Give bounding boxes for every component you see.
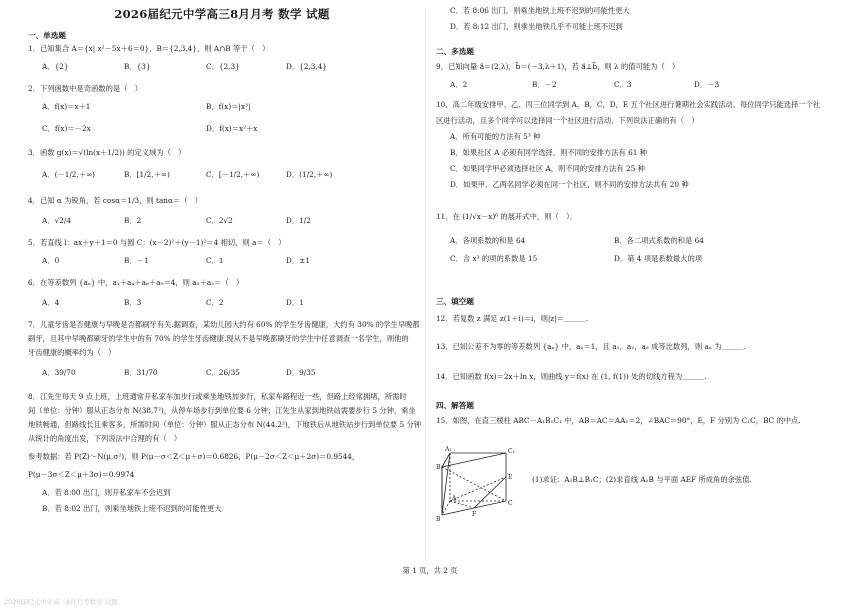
question-7-line-1: 7．儿童牙齿是否健康与早晚是否都刷牙有关.据调查，某幼儿园大约有 60% 的学生牙齿健康，大约有 30% 的学生早晚都 [28,320,420,329]
question-12: 12．若复数 z 满足 z(1＋i)＝i，则|z|＝＿＿＿. [436,314,589,323]
q6-option-a: A．4 [42,298,60,307]
fig-label-b1: B₁ [436,464,443,471]
q3-option-d: D．(1/2,＋∞) [286,170,333,179]
question-7-line-2: 刷牙，且其中早晚都刷牙的学生中的有 70% 的学生牙齿健康.现从不是早晚都刷牙的学生中任意调查一名学生，则他的 [28,334,409,343]
q4-option-b: B．2 [124,216,142,225]
q9-option-b: B．－2 [532,80,557,89]
q1-option-c: C．{2,3} [206,62,240,71]
question-15: 15．如图，在直三棱柱 ABC－A₁B₁C₁ 中，AB＝AC＝AA₁＝2，∠BAC＝90°，E，F 分别为 C₁C，BC 的中点. [436,416,801,425]
question-8-line-1: 8．江先生每天 9 点上班，上班通常开私家车加步行或乘坐地铁加步行，私家车路程近一些，但路上经常拥堵，所需时 [28,392,407,401]
question-1: 1．已知集合 A＝{x| x²－5x＋6＝0}，B＝{2,3,4}，则 A∩B 等于（ ） [28,44,270,53]
q9-option-c: C．3 [614,80,632,89]
q6-option-b: B．3 [124,298,142,307]
question-11: 11．在 (1/√x－x)⁶ 的展开式中，则（ ）． [436,212,578,221]
q11-option-b: B．各二项式系数的和是 64 [614,236,704,245]
question-8-line-2: 间（单位：分钟）服从正态分布 N(38,7²)，从停车场步行到单位要 6 分钟；江先生从家到地铁站需要步行 5 分钟，乘坐 [28,406,416,415]
q3-option-b: B．[1/2,＋∞) [124,170,170,179]
question-8-line-3: 地铁畅通，但路线长且乘客多，所需时间（单位：分钟）服从正态分布 N(44,2²)，下地铁后从地铁站步行到单位要 5 分钟 [28,420,422,429]
q8-option-a: A．若 8:00 出门，则开私家车不会迟到 [42,488,171,497]
q11-option-a: A．各项系数的和是 64 [450,236,526,245]
q9-option-a: A．2 [450,80,468,89]
q5-option-d: D．±1 [286,256,310,265]
q2-option-b: B．f(x)＝|x³| [206,102,251,111]
q7-option-c: C．26/35 [206,368,240,377]
q2-option-a: A．f(x)＝x＋1 [42,102,91,111]
q6-option-c: C．2 [206,298,224,307]
q7-option-d: D．9/35 [286,368,316,377]
question-7-line-3: 牙齿健康的概率约为（ ） [28,348,116,357]
watermark: 2026届纪元中学高三8月月考数学 试题 [4,598,118,606]
fig-label-b: B [436,516,441,523]
question-6: 6．在等差数列 {aₙ} 中，a₁＋a₄＋a₆＋a₉＝4，则 a₅＋a₂＝（ ） [28,278,244,287]
q11-option-c: C．含 x³ 的项的系数是 15 [450,254,538,263]
q5-option-c: C．1 [206,256,224,265]
q6-option-d: D．1 [286,298,304,307]
fig-label-a1: A₁ [445,446,452,453]
question-9: 9．已知向量 a⃗＝(2,λ)，b⃗＝(－3,λ＋1)，若 a⃗⊥b⃗，则 λ 的值可能为（ ） [436,62,680,71]
q11-option-d: D．第 4 项是系数最大的项 [614,254,703,263]
section-fill-in: 三、填空题 [436,297,474,306]
fig-label-f: F [472,511,477,518]
q7-option-b: B．31/70 [124,368,158,377]
q8-option-b: B．若 8:02 出门，则乘坐地铁上班不迟到的可能性更大 [42,504,222,513]
question-10-line-1: 10．高二年级安排甲、乙、丙三位同学到 A，B，C，D，E 五个社区进行暑期社会实践活动，每位同学只能选择一个社 [436,100,821,109]
q10-option-b: B．如果社区 A 必须有同学选择，则不同的安排方法有 61 种 [450,148,648,157]
section-single-choice: 一、单选题 [28,31,66,40]
question-8-reference-2: P(μ－3σ＜Z＜μ＋3σ)＝0.9974 [28,470,135,479]
question-3: 3．函数 g(x)＝√(ln(x＋1/2)) 的定义域为（ ） [28,148,186,157]
fig-label-a: A [452,495,457,502]
question-8-line-4: 从统计的角度出发，下列说法中合理的有（ ） [28,434,182,443]
fig-label-e: E [508,474,513,481]
q1-option-d: D．{2,3,4} [286,62,327,71]
question-8-reference: 参考数据：若 P(Z)～N(μ,σ²)，则 P(μ－σ＜Z＜μ＋σ)＝0.6826，P(μ－2σ＜Z＜μ＋2σ)＝0.9544， [28,452,360,461]
q3-option-a: A．(－1/2,＋∞) [42,170,95,179]
q3-option-c: C．[－1/2,＋∞) [206,170,260,179]
exam-title: 2026届纪元中学高三8月月考 数学 试题 [114,7,330,21]
question-13: 13．已知公差不为零的等差数列 {aₙ} 中，a₁＝1，且 a₁，a₂，a₅ 成等比数列，则 aₙ 为＿＿＿. [436,342,746,351]
question-4: 4．已知 α 为锐角，若 cosα＝1/3，则 tanα＝（ ） [28,196,203,205]
q2-option-d: D．f(x)＝x²＋x [206,124,258,133]
q10-option-a: A．所有可能的方法有 5³ 种 [450,132,541,141]
q4-option-d: D．1/2 [286,216,311,225]
question-2: 2．下列函数中是奇函数的是（ ） [28,84,143,93]
q1-option-a: A．{2} [42,62,69,71]
question-14: 14．已知函数 f(x)＝2x＋ln x，则曲线 y＝f(x) 在 (1, f(1)) 处的切线方程为＿＿＿. [436,372,707,381]
section-multiple-choice: 二、多选题 [436,47,474,56]
q5-option-a: A．0 [42,256,60,265]
q4-option-a: A．√2/4 [42,216,71,225]
q10-option-c: C．如果同学甲必须选择社区 A，则不同的安排方法有 25 种 [450,164,645,173]
q5-option-b: B．－1 [124,256,149,265]
q4-option-c: C．2√2 [206,216,233,225]
q8-option-c: C．若 8:06 出门，则乘坐地铁上班不迟到的可能性更大 [450,6,630,15]
q10-option-d: D．如果甲、乙两名同学必须在同一个社区，则不同的安排方法共有 20 种 [450,180,689,189]
question-15-subparts: (1)求证：A₁B⊥B₁C；(2)求直线 A₁B 与平面 AEF 所成角的余弦值. [532,475,752,484]
question-10-line-2: 区进行活动，且多个同学可以选择同一个社区进行活动，下列说法正确的有（ ） [436,116,699,125]
prism-figure [436,445,520,525]
q1-option-b: B．{3} [124,62,151,71]
fig-label-c: C [508,500,513,507]
page-footer: 第 1 页，共 2 页 [402,566,458,575]
fig-label-c1: C₁ [508,448,515,455]
q9-option-d: D．－3 [694,80,720,89]
section-solve: 四、解答题 [436,401,474,410]
q7-option-a: A．39/70 [42,368,76,377]
q8-option-d: D．若 8:12 出门，则乘坐地铁几乎不可能上班不迟到 [450,22,623,31]
column-divider [425,8,426,563]
q2-option-c: C．f(x)＝－2x [42,124,91,133]
question-5: 5．若直线 l：ax＋y＋1＝0 与圆 C：(x－2)²＋(y－1)²＝4 相切，则 a＝（ ） [28,238,286,247]
